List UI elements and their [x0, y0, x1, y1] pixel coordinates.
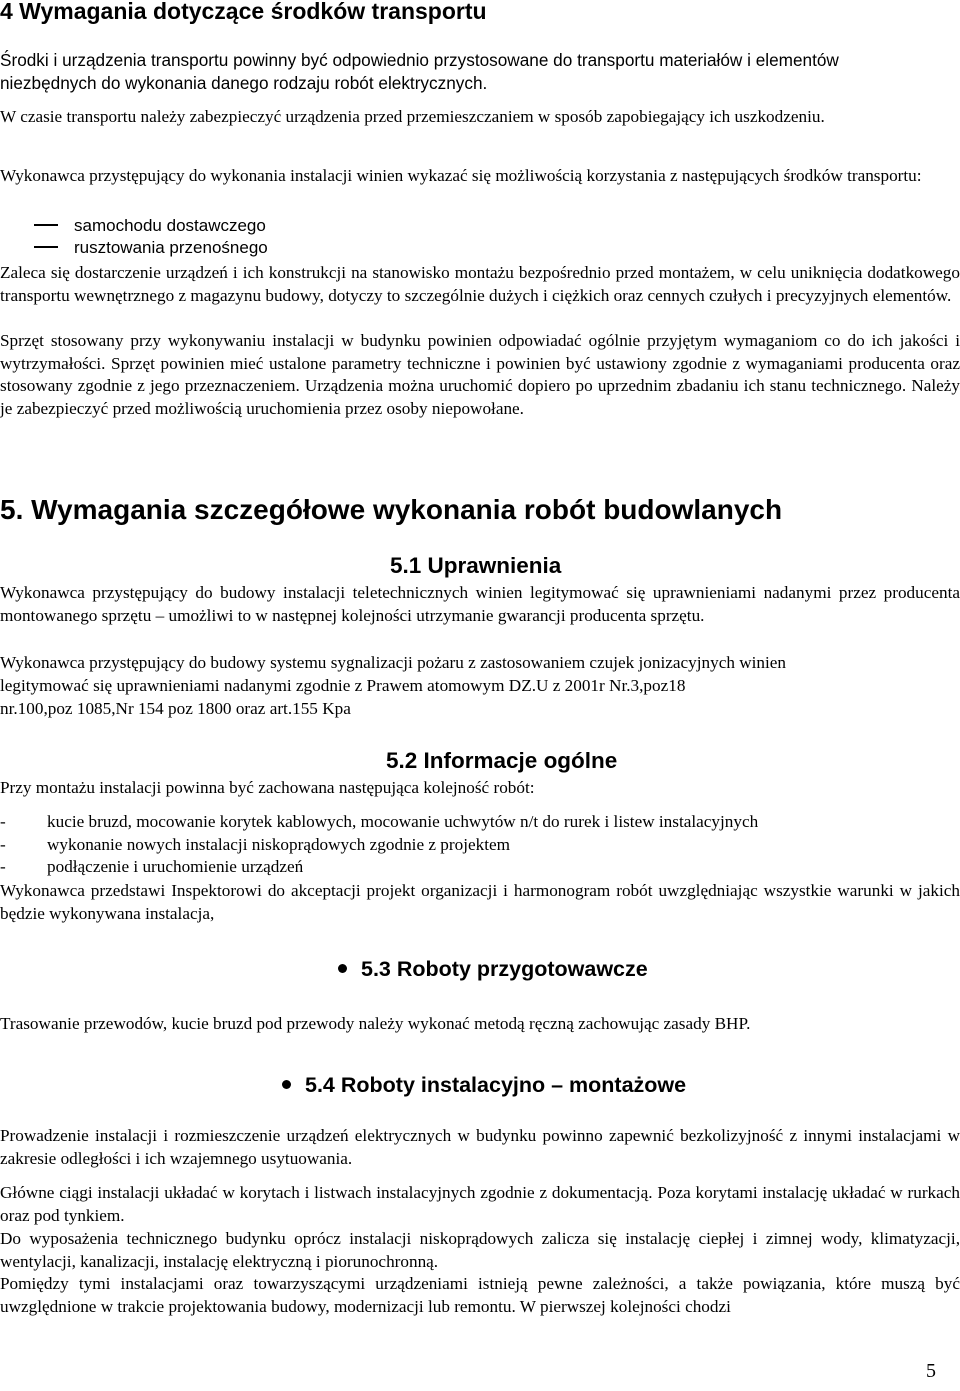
- list-item-label: kucie bruzd, mocowanie korytek kablowych, mocowanie uchwytów n/t do rurek i listew instalacyjnych: [47, 812, 759, 831]
- subsection-5-2-outro: Wykonawca przedstawi Inspektorowi do akceptacji projekt organizacji i harmonogram robót uwzględniając wszystkie warunki w jakich będzie wykonywana instalacja,: [0, 881, 960, 923]
- subsection-5-1-paragraph-1: Wykonawca przystępujący do budowy instalacji teletechnicznych winien legitymować się uprawnieniami nadanymi przez producenta montowanego sprzętu – umożliwi to w następnej kolejności utrzymanie gwarancji producenta sprzętu.: [0, 583, 960, 625]
- section-4-paragraph-5: Sprzęt stosowany przy wykonywaniu instalacji w budynku powinien odpowiadać ogólnie przyjętym wymaganiom co do ich jakości i wytrzymałości. Sprzęt powinien mieć ustalone parametry techniczne i powinien być ustawiony zgodnie z wymaganiami producenta oraz stosowany zgodnie z jego przeznaczeniem. Urządzenia można uruchomić dopiero po uprzednim zbadaniu ich stanu technicznego. Należy je zabezpieczyć przed możliwością uruchomienia przez osoby niepowołane.: [0, 331, 960, 418]
- section-4-paragraph-3: Wykonawca przystępujący do wykonania instalacji winien wykazać się możliwością korzystania z następujących środków transportu:: [0, 166, 922, 185]
- section-5-heading: 5. Wymagania szczegółowe wykonania robót budowlanych: [0, 494, 783, 525]
- hyphen-marker: -: [0, 812, 6, 831]
- dash-marker-icon: [34, 224, 58, 226]
- subsection-5-4-heading: [282, 1073, 686, 1098]
- subsection-5-3-heading: [338, 957, 648, 982]
- subsection-5-2-heading: 5.2 Informacje ogólne: [386, 748, 618, 773]
- list-item-label: wykonanie nowych instalacji niskoprądowych zgodnie z projektem: [47, 835, 510, 854]
- list-item-label: podłączenie i uruchomienie urządzeń: [47, 857, 304, 876]
- list-item-label: samochodu dostawczego: [74, 216, 266, 235]
- subsection-5-1-paragraph-2-line-2: legitymować się uprawnieniami nadanymi zgodnie z Prawem atomowym DZ.U z 2001r Nr.3,poz18: [0, 676, 686, 695]
- dash-marker-icon: [34, 246, 58, 248]
- section-4-paragraph-2: W czasie transportu należy zabezpieczyć urządzenia przed przemieszczaniem w sposób zapobiegający ich uszkodzeniu.: [0, 107, 825, 126]
- subsection-5-4-paragraph-2: Główne ciągi instalacji układać w korytach i listwach instalacyjnych zgodnie z dokumentacją. Poza korytami instalację układać w rurkach oraz pod tynkiem.: [0, 1183, 960, 1225]
- subsection-5-1-paragraph-2-line-3: nr.100,poz 1085,Nr 154 poz 1800 oraz art.155 Kpa: [0, 699, 351, 718]
- list-item: [34, 216, 266, 238]
- section-4-paragraph-4: Zaleca się dostarczenie urządzeń i ich konstrukcji na stanowisko montażu bezpośrednio przed montażem, w celu uniknięcia dodatkowego transportu wewnętrznego z magazynu budowy, dotyczy to szczególnie dużych i ciężkich oraz cennych czułych i precyzyjnych elementów.: [0, 263, 960, 305]
- list-item: [0, 835, 510, 855]
- bullet-icon: [338, 964, 347, 973]
- hyphen-marker: -: [0, 857, 6, 876]
- bullet-icon: [282, 1080, 291, 1089]
- subsection-5-1-paragraph-2-line-1: Wykonawca przystępujący do budowy systemu sygnalizacji pożaru z zastosowaniem czujek jonizacyjnych winien: [0, 653, 786, 672]
- page-number: 5: [926, 1360, 936, 1382]
- hyphen-marker: -: [0, 835, 6, 854]
- subsection-5-4-paragraph-4: Pomiędzy tymi instalacjami oraz towarzyszącymi urządzeniami istnieją pewne zależności, a także powiązania, które muszą być uwzględnione w trakcie projektowania budowy, modernizacji lub remontu. W pierwszej kolejności chodzi: [0, 1274, 960, 1316]
- list-item: [34, 238, 268, 260]
- subsection-5-3-title: 5.3 Roboty przygotowawcze: [361, 957, 648, 981]
- subsection-5-3-paragraph: Trasowanie przewodów, kucie bruzd pod przewody należy wykonać metodą ręczną zachowując zasady BHP.: [0, 1014, 751, 1033]
- subsection-5-2-intro: Przy montażu instalacji powinna być zachowana następująca kolejność robót:: [0, 778, 535, 797]
- list-item: [0, 857, 303, 877]
- subsection-5-4-paragraph-1: Prowadzenie instalacji i rozmieszczenie urządzeń elektrycznych w budynku powinno zapewnić bezkolizyjność z innymi instalacjami w zakresie odległości i ich wzajemnego usytuowania.: [0, 1126, 960, 1168]
- section-4-paragraph-1: Środki i urządzenia transportu powinny być odpowiednio przystosowane do transportu materiałów i elementów niezbędnych do wykonania danego rodzaju robót elektrycznych.: [0, 50, 839, 93]
- subsection-5-4-paragraph-3: Do wyposażenia technicznego budynku oprócz instalacji niskoprądowych zalicza się instalację ciepłej i zimnej wody, klimatyzacji, wentylacji, kanalizacji, instalację elektryczną i piorunochronną.: [0, 1229, 960, 1271]
- subsection-5-1-heading: 5.1 Uprawnienia: [390, 553, 562, 578]
- list-item-label: rusztowania przenośnego: [74, 238, 268, 257]
- subsection-5-4-title: 5.4 Roboty instalacyjno – montażowe: [305, 1073, 687, 1097]
- section-4-heading: 4 Wymagania dotyczące środków transportu: [0, 0, 487, 24]
- list-item: [0, 812, 758, 832]
